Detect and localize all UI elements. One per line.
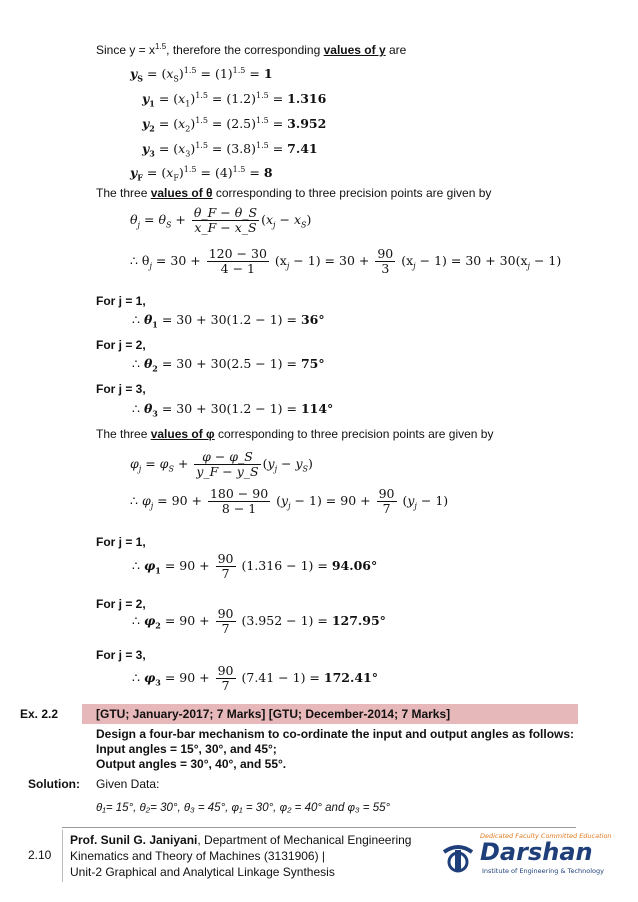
for-j2-phi: For j = 2, [96, 597, 146, 611]
for-j3-phi: For j = 3, [96, 648, 146, 662]
for-j1-phi: For j = 1, [96, 535, 146, 549]
darshan-logo [440, 832, 612, 880]
solution-label: Solution: [28, 777, 80, 791]
theta-2-result: ∴ $\theta_2 = 30 + 30(2.5 - 1) = 75^\circ$ [132, 356, 325, 374]
theta-1-result: ∴ $\theta_1 = 30 + 30(1.2 - 1) = 36^\circ$ [132, 312, 325, 330]
given-data-label: Given Data: [96, 777, 160, 791]
given-data-values: θ₁= 15°, θ₂= 30°, θ₃ = 45°, φ₁ = 30°, φ₂ = 40° and φ₃ = 55° [96, 802, 391, 814]
logo-subtitle: Institute of Engineering & Technology [482, 867, 605, 875]
example-line-1: Design a four-bar mechanism to co-ordinate the input and output angles as follows: [96, 727, 575, 741]
theta-intro-line: The three values of θ corresponding to three precision points are given by [96, 186, 492, 200]
footer-author-line: Prof. Sunil G. Janiyani, Department of Mechanical Engineering [70, 833, 412, 847]
logo-emblem-icon [440, 838, 476, 874]
example-line-2: Input angles = 15°, 30°, and 45°; [96, 742, 277, 756]
y-equation-1: $y_1 = (x_1)^{1.5} = (1.2)^{1.5} = 1.316$ [142, 90, 327, 109]
phi-2-result: ∴ $\varphi_2 = 90$ + $\frac{90}{7}$ (3.952 − 1) = 127.95° [132, 606, 386, 636]
intro-y-line: Since $y = x^{1.5}$, therefore the corresponding values of y are [96, 42, 407, 57]
logo-tagline: Dedicated Faculty Committed Education [480, 832, 612, 840]
theta-general-equation: $\theta_j = \theta_S$ + $\frac{\theta\_F - \theta\_S}{x\_F - x\_S}$ $(x_j - x_S)$ [130, 205, 312, 235]
for-j3-theta: For j = 3, [96, 382, 146, 396]
phi-substituted-equation: ∴ $\varphi_j = 90$ + $\frac{180 - 90}{8 - 1}$ $(y_j - 1) = 90$ + $\frac{90}{7}$ $(y_j - 1)$ [130, 486, 449, 516]
y-equation-3: $y_3 = (x_3)^{1.5} = (3.8)^{1.5} = 7.41$ [142, 140, 318, 159]
footer-unit: Unit-2 Graphical and Analytical Linkage Synthesis [70, 865, 335, 879]
example-source: [GTU; January-2017; 7 Marks] [GTU; December-2014; 7 Marks] [96, 707, 451, 721]
footer-divider [62, 827, 576, 828]
for-j2-theta: For j = 2, [96, 338, 146, 352]
y-equation-f: $y_F = (x_F)^{1.5} = (4)^{1.5} = 8$ [130, 164, 273, 183]
footer-course: Kinematics and Theory of Machines (3131906) | [70, 849, 326, 863]
logo-name: Darshan [480, 838, 593, 866]
phi-3-result: ∴ $\varphi_3 = 90$ + $\frac{90}{7}$ (7.41 − 1) = 172.41° [132, 663, 378, 693]
theta-substituted-equation: ∴ $\theta_j = 30$ + $\frac{120 - 30}{4 - 1}$ $(x_j - 1) = 30$ + $\frac{90}{3}$ $(x_j - 1) = 30 + 30(x_j - 1)$ [130, 246, 562, 276]
page-number: 2.10 [28, 848, 52, 862]
phi-intro-line: The three values of φ corresponding to three precision points are given by [96, 427, 494, 441]
y-equation-s: $y_S = (x_S)^{1.5} = (1)^{1.5} = 1$ [130, 65, 273, 84]
phi-1-result: ∴ $\varphi_1 = 90$ + $\frac{90}{7}$ (1.316 − 1) = 94.06° [132, 551, 378, 581]
example-line-3: Output angles = 30°, 40°, and 55°. [96, 757, 287, 771]
footer-vertical-divider [62, 830, 63, 882]
example-label: Ex. 2.2 [20, 707, 59, 721]
y-equation-2: $y_2 = (x_2)^{1.5} = (2.5)^{1.5} = 3.952$ [142, 115, 327, 134]
theta-3-result: ∴ $\theta_3 = 30 + 30(1.2 - 1) = 114^\circ$ [132, 401, 334, 419]
for-j1-theta: For j = 1, [96, 294, 146, 308]
phi-general-equation: $\varphi_j = \varphi_S$ + $\frac{\varphi - \varphi\_S}{y\_F - y\_S}$ $(y_j - y_S)$ [130, 449, 313, 479]
